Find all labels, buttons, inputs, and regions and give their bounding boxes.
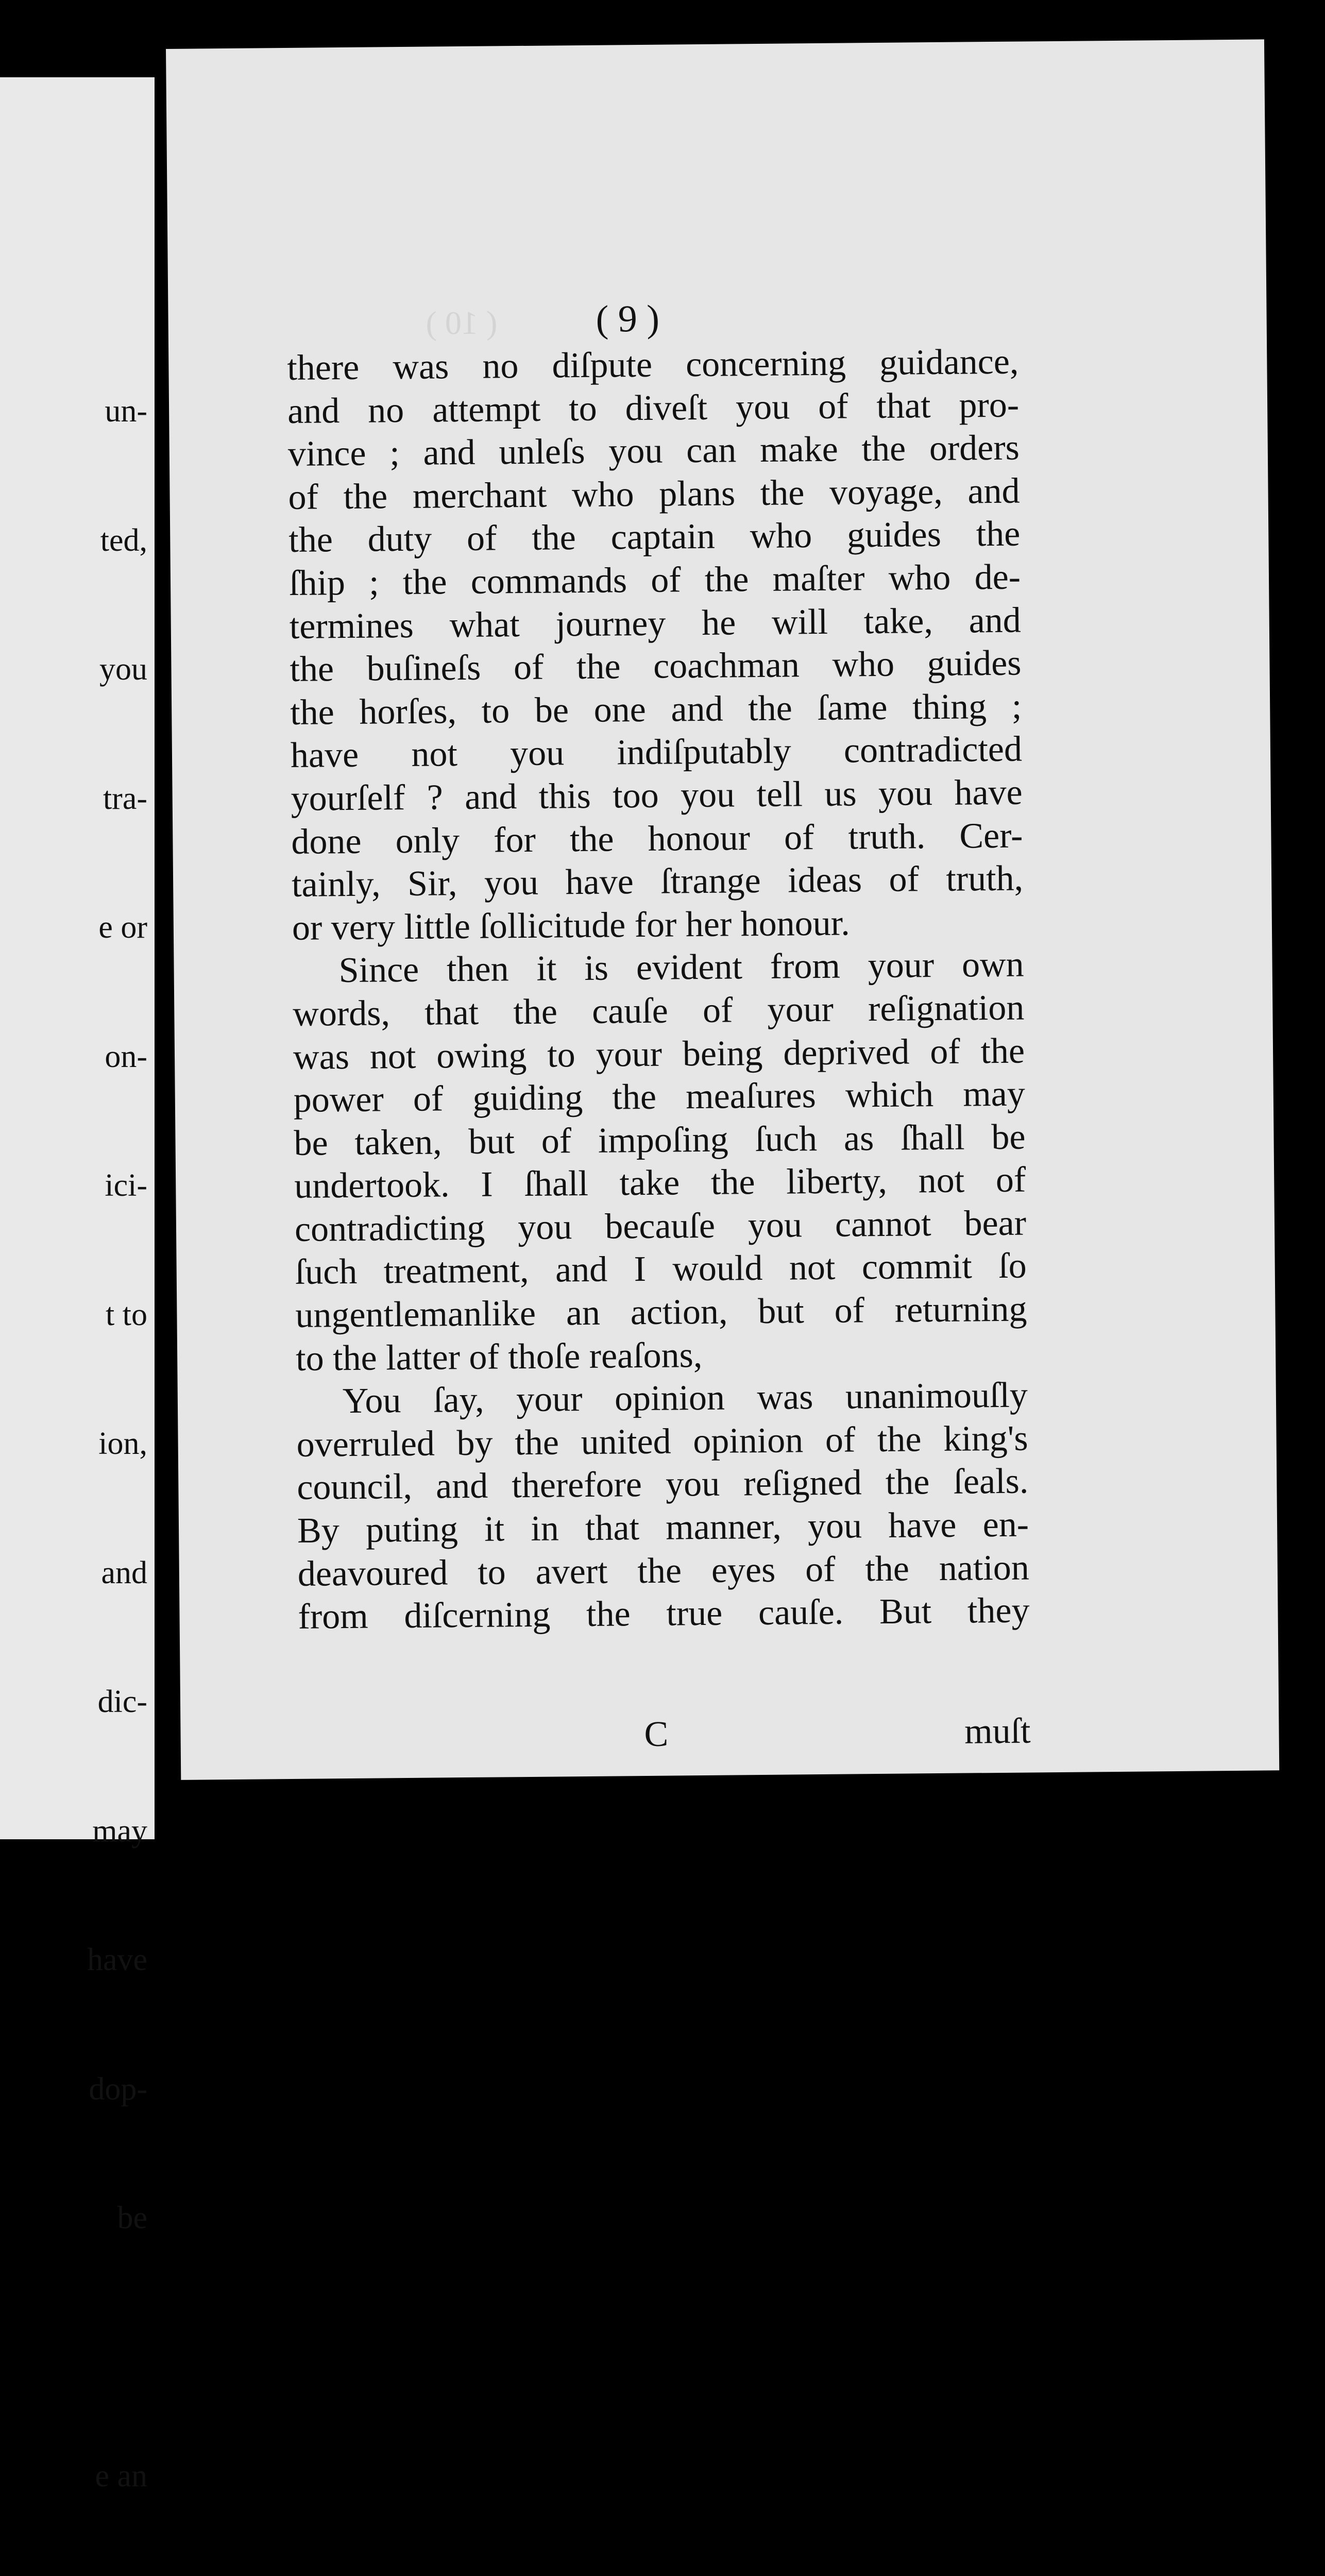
text-line: termines what journey he will take, and [289, 600, 1022, 647]
page-number: ( 9 ) [596, 297, 660, 341]
left-line: ici- [105, 1168, 147, 1203]
left-page-text [76, 304, 147, 2576]
text-line: or very little ſollicitude for her honour. [292, 903, 850, 948]
text-line: there was no diſpute concerning guidance, [287, 342, 1019, 388]
left-line [76, 2326, 147, 2369]
left-line: un- [105, 394, 147, 429]
left-line: t to [106, 1297, 147, 1332]
text-line: ſuch treatment, and I would not commit ſo [295, 1246, 1027, 1293]
text-line: deavoured to avert the eyes of the nation [297, 1548, 1030, 1594]
text-line: vince ; and unleſs you can make the orders [287, 428, 1020, 474]
left-line: dic- [97, 1684, 147, 1719]
text-line: and no attempt to diveſt you of that pro- [287, 385, 1020, 431]
text-line: have not you indiſputably contradicted [290, 729, 1023, 776]
left-line: may [92, 1813, 147, 1849]
left-line: you [99, 652, 147, 687]
page-body-text [287, 341, 1030, 1639]
left-line: tra- [103, 781, 147, 816]
text-line: tainly, Sir, you have ſtrange ideas of truth, [291, 858, 1024, 905]
text-line: Since then it is evident from your own [338, 944, 1024, 991]
left-line: dop- [89, 2071, 147, 2107]
text-line: to the latter of thoſe reaſons, [295, 1335, 703, 1379]
text-line: words, that the cauſe of your reſignation [293, 988, 1025, 1034]
left-line: and [101, 1555, 147, 1590]
left-line: e or [98, 910, 147, 945]
text-line: You ſay, your opinion was unanimouſly [342, 1375, 1028, 1421]
text-line: from diſcerning the true cauſe. But they [298, 1590, 1030, 1637]
bleed-through-text: ( 10 ) [426, 304, 498, 342]
text-line: ſhip ; the commands of the maſter who de- [288, 557, 1021, 603]
text-line: yourſelf ? and this too you tell us you have [291, 772, 1023, 819]
left-line: have [87, 1942, 147, 1977]
text-line: overruled by the united opinion of the king's [296, 1418, 1028, 1465]
text-line: was not owing to your being deprived of the [293, 1031, 1025, 1077]
left-line: ion, [98, 1426, 147, 1461]
left-line: be [117, 2200, 147, 2235]
left-line: on- [105, 1039, 147, 1074]
catchword: muſt [964, 1711, 1031, 1752]
left-line: ted, [100, 522, 147, 558]
page-footer [299, 1710, 1031, 1755]
text-line: contradicting you becauſe you cannot bear [294, 1203, 1027, 1249]
text-line: be taken, but of impoſing ſuch as ſhall be [294, 1117, 1026, 1163]
left-line: e an [95, 2459, 147, 2494]
left-facing-page [0, 77, 155, 2494]
text-line: the duty of the captain who guides the [288, 514, 1021, 561]
text-line: ungentlemanlike an action, but of returning [295, 1289, 1027, 1335]
text-line: the buſineſs of the coachman who guides [290, 643, 1022, 690]
text-line: power of guiding the meaſures which may [293, 1074, 1026, 1121]
book-page [166, 39, 1279, 1780]
text-line: By puting it in that manner, you have en- [297, 1504, 1029, 1551]
text-line: council, and therefore you reſigned the ſeals. [297, 1461, 1029, 1508]
text-line: done only for the honour of truth. Cer- [291, 816, 1023, 862]
text-line: the horſes, to be one and the ſame thing ; [290, 686, 1022, 733]
signature-mark: C [644, 1714, 669, 1755]
text-line: undertook. I ſhall take the liberty, not of [294, 1160, 1026, 1207]
text-line: of the merchant who plans the voyage, and [288, 471, 1020, 517]
